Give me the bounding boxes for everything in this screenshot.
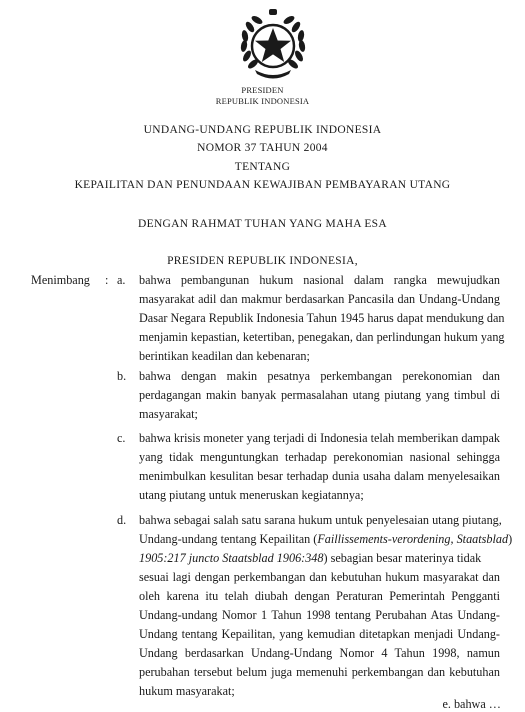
item-c-line: bahwa krisis moneter yang terjadi di Indonesia telah memberikan dampak [139, 431, 500, 445]
item-d-line: perubahan tersebut belum juga memenuhi perkembangan dan kebutuhan [139, 665, 500, 679]
item-d-line: Undang tentang Kepailitan, yang kemudian ditetapkan menjadi Undang- [139, 627, 500, 641]
item-b-line: masyarakat; [139, 407, 198, 421]
item-d-italic-ref-2: 1905:217 juncto Staatsblad 1906:348 [139, 551, 324, 565]
preamble-blessing: DENGAN RAHMAT TUHAN YANG MAHA ESA [138, 218, 387, 230]
item-d-paren: ) [508, 532, 513, 546]
item-d-tail: ) sebagian besar materinya tidak [323, 551, 482, 565]
item-marker-a: a. [117, 273, 126, 287]
menimbang-colon: : [105, 273, 109, 287]
item-a-line: masyarakat adil dan makmur berdasarkan Pancasila dan Undang-Undang [139, 292, 500, 306]
item-marker-b: b. [117, 369, 127, 383]
law-about: TENTANG [234, 161, 291, 173]
item-d-italic-ref: Faillissements-verordening, Staatsblad [317, 532, 509, 546]
item-marker-d: d. [117, 513, 127, 527]
item-a-line: menjamin kepastian, ketertiban, penegakan, dan perlindungan hukum yang [139, 330, 505, 344]
item-d-line-3 [139, 551, 500, 565]
item-d-line: bahwa sebagai salah satu sarana hukum untuk penyelesaian utang piutang, [139, 513, 502, 527]
header-president: PRESIDEN [241, 85, 284, 95]
page-continuation: e. bahwa … [442, 697, 501, 711]
law-title: UNDANG-UNDANG REPUBLIK INDONESIA [143, 124, 382, 136]
item-c-line: menimbulkan kesulitan besar terhadap dunia usaha dalam menyelesaikan [139, 469, 500, 483]
item-a-line: Dasar Negara Republik Indonesia Tahun 1945 harus dapat mendukung dan [139, 311, 505, 325]
law-subject: KEPAILITAN DAN PENUNDAAN KEWAJIBAN PEMBAYARAN UTANG [74, 179, 451, 191]
item-d-line-2 [139, 532, 513, 546]
item-d-line: Undang berdasarkan Undang-Undang Nomor 4 Tahun 1998, namun [139, 646, 500, 660]
item-a-line: bahwa pembangunan hukum nasional dalam rangka mewujudkan [139, 273, 500, 287]
item-b-line: perdagangan makin banyak permasalahan utang piutang yang timbul di [139, 388, 500, 402]
header-republic: REPUBLIK INDONESIA [215, 96, 310, 106]
item-d-line: sesuai lagi dengan perkembangan dan kebutuhan hukum masyarakat dan [139, 570, 500, 584]
item-d-text: Undang-undang tentang Kepailitan ( [139, 532, 318, 546]
menimbang-label: Menimbang [31, 273, 90, 287]
garuda-star-emblem-icon [233, 6, 313, 84]
item-c-line: utang piutang untuk meneruskan kegiatannya; [139, 488, 364, 502]
item-a-line: berintikan keadilan dan kebenaran; [139, 349, 310, 363]
preamble-president: PRESIDEN REPUBLIK INDONESIA, [167, 255, 358, 267]
item-d-line: oleh karena itu telah diubah dengan Peraturan Pemerintah Pengganti [139, 589, 500, 603]
item-marker-c: c. [117, 431, 126, 445]
item-d-line: Undang-undang Nomor 1 Tahun 1998 tentang Perubahan Atas Undang- [139, 608, 500, 622]
item-d-line: hukum masyarakat; [139, 684, 235, 698]
law-number: NOMOR 37 TAHUN 2004 [197, 142, 328, 154]
item-b-line: bahwa dengan makin pesatnya perkembangan perekonomian dan [139, 369, 500, 383]
item-c-line: yang tidak menguntungkan terhadap perekonomian nasional sehingga [139, 450, 500, 464]
